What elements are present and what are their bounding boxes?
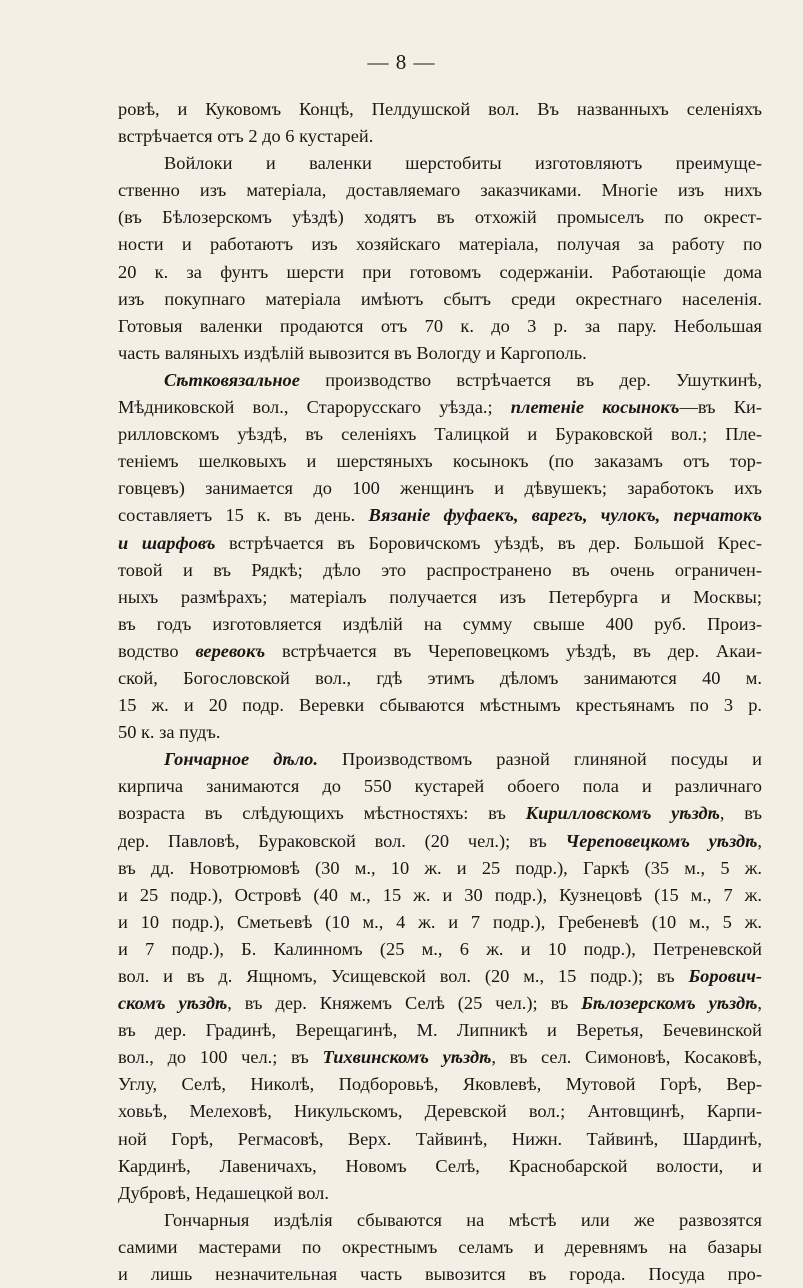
text-line: ровѣ, и Куковомъ Концѣ, Пелдушской вол. Въ названныхъ селеніяхъ (118, 99, 762, 119)
line-segment: водство (118, 640, 196, 661)
emphasis-term: Борович- (688, 966, 762, 986)
text-line: ховьѣ, Мелеховѣ, Никульскомъ, Деревской вол.; Антовщинѣ, Карпи- (118, 1101, 762, 1122)
text-line (118, 367, 762, 394)
line-segment: , (757, 830, 762, 851)
text-line (118, 800, 762, 827)
emphasis-term: Кирилловскомъ уѣздѣ (525, 803, 720, 824)
text-line: ной Горѣ, Регмасовѣ, Верх. Тайвинѣ, Нижн. Тайвинѣ, Шардинѣ, (118, 1128, 762, 1149)
text-line: и 10 подр.), Сметьевѣ (10 м., 4 ж. и 7 подр.), Гребеневѣ (10 м., 5 ж. (118, 911, 762, 932)
text-line: въ дд. Новотрюмовѣ (30 м., 10 ж. и 25 подр.), Гаркѣ (35 м., 5 ж. (118, 857, 762, 878)
emphasis-term: Гончарное дѣло. (164, 749, 318, 770)
text-line: Гончарныя издѣлія сбываются на мѣстѣ или же развозятся (164, 1209, 762, 1230)
text-line (118, 963, 762, 990)
text-line (118, 394, 762, 421)
emphasis-term: Сѣтковязальное (164, 369, 300, 390)
text-line: кирпича занимаются до 550 кустарей обоего пола и различнаго (118, 776, 762, 797)
line-segment: дер. Павловѣ, Бураковской вол. (20 чел.); въ (118, 830, 566, 851)
text-line: Кардинѣ, Лавеничахъ, Новомъ Селѣ, Краснобарской волости, и (118, 1155, 762, 1176)
text-line: говцевъ) занимается до 100 женщинъ и дѣвушекъ; заработокъ ихъ (118, 478, 762, 499)
text-line: часть валяныхъ издѣлій вывозится въ Вологду и Каргополь. (118, 342, 587, 363)
text-line: и 7 подр.), Б. Калинномъ (25 м., 6 ж. и 10 подр.), Петреневской (118, 938, 762, 959)
line-segment: производство встрѣчается въ дер. Ушуткинѣ, (299, 369, 762, 390)
text-line: 20 к. за фунтъ шерсти при готовомъ содержаніи. Работающіе дома (118, 261, 762, 282)
text-line: ности и работаютъ изъ хозяйскаго матеріала, получая за работу по (118, 234, 762, 255)
text-line: встрѣчается отъ 2 до 6 кустарей. (118, 126, 374, 147)
text-line (118, 530, 762, 557)
text-line: теніемъ шелковыхъ и шерстяныхъ косынокъ (по заказамъ отъ тор- (118, 451, 762, 472)
line-segment: возраста въ слѣдующихъ мѣстностяхъ: въ (118, 803, 526, 824)
text-line: рилловскомъ уѣздѣ, въ селеніяхъ Талицкой и Бураковской вол.; Пле- (118, 424, 762, 445)
text-line: Дубровѣ, Недашецкой вол. (118, 1182, 329, 1203)
emphasis-term: веревокъ (195, 640, 266, 661)
emphasis-term: Тихвинскомъ уѣздѣ (322, 1047, 492, 1068)
line-segment: , въ дер. Княжемъ Селѣ (25 чел.); въ (227, 993, 582, 1014)
emphasis-term: Бѣлозерскомъ уѣздѣ (581, 993, 758, 1014)
text-line: ныхъ размѣрахъ; матеріалъ получается изъ Петербурга и Москвы; (118, 586, 762, 607)
page-number: — 8 — (367, 50, 436, 74)
text-line (118, 1044, 762, 1071)
text-line: Войлоки и валенки шерстобиты изготовляютъ преимуще- (164, 153, 762, 174)
text-line: и 25 подр.), Островѣ (40 м., 15 ж. и 30 подр.), Кузнецовѣ (15 м., 7 ж. (118, 884, 762, 905)
text-line: въ дер. Градинѣ, Верещагинѣ, М. Липникѣ и Веретья, Бечевинской (118, 1020, 762, 1041)
line-segment: —въ Ки- (679, 397, 762, 418)
line-segment: , въ (719, 803, 762, 824)
text-line: въ годъ изготовляется издѣлій на сумму свыше 400 руб. Произ- (118, 613, 762, 634)
line-segment: вол. и въ д. Ящномъ, Усищевской вол. (20 м., 15 подр.); въ (118, 966, 689, 986)
text-line: Углу, Селѣ, Николѣ, Подборовьѣ, Яковлевѣ, Мутовой Горѣ, Вер- (118, 1074, 762, 1095)
text-line: (въ Бѣлозерскомъ уѣздѣ) ходятъ въ отхожій промыселъ по окрест- (118, 207, 762, 228)
text-line: изъ покупнаго матеріала имѣютъ сбытъ среди окрестнаго населенія. (118, 288, 762, 309)
text-line (118, 746, 762, 773)
line-segment: Производствомъ разной глиняной посуды и (317, 749, 762, 770)
text-line (118, 502, 762, 529)
line-segment: составляетъ 15 к. въ день. (118, 505, 369, 526)
line-segment: , въ сел. Симоновѣ, Косаковѣ, (491, 1047, 762, 1068)
line-segment: встрѣчается въ Череповецкомъ уѣздѣ, въ дер. Акаи- (265, 640, 762, 661)
line-segment: , (757, 993, 762, 1014)
text-line: Готовыя валенки продаются отъ 70 к. до 3 р. за пару. Небольшая (118, 315, 762, 336)
text-line (118, 828, 762, 855)
text-line: товой и въ Рядкѣ; дѣло это распространено въ очень ограничен- (118, 559, 762, 580)
line-segment: Мѣдниковской вол., Старорусскаго уѣзда.; (118, 397, 511, 418)
text-line (118, 638, 762, 665)
emphasis-term: скомъ уѣздѣ (118, 993, 228, 1014)
text-line (118, 990, 762, 1017)
emphasis-term: Череповецкомъ уѣздѣ (565, 830, 758, 851)
emphasis-term: Вязаніе фуфаекъ, варегъ, чулокъ, перчатокъ (368, 505, 762, 526)
text-line: ской, Богословской вол., гдѣ этимъ дѣломъ занимаются 40 м. (118, 667, 762, 688)
text-line: 15 ж. и 20 подр. Веревки сбываются мѣстнымъ крестьянамъ по 3 р. (118, 695, 762, 716)
text-line: ственно изъ матеріала, доставляемаго заказчиками. Многіе изъ нихъ (118, 180, 762, 201)
text-line: и лишь незначительная часть вывозится въ города. Посуда про- (118, 1264, 762, 1285)
line-segment: вол., до 100 чел.; въ (118, 1047, 323, 1068)
emphasis-term: плетеніе косынокъ (510, 397, 680, 418)
emphasis-term: и шарфовъ (118, 532, 216, 553)
text-line: самими мастерами по окрестнымъ селамъ и деревнямъ на базары (118, 1236, 762, 1257)
body-text (118, 96, 762, 1288)
line-segment: встрѣчается въ Боровичскомъ уѣздѣ, въ дер. Большой Крес- (215, 532, 762, 553)
text-line: 50 к. за пудъ. (118, 722, 221, 743)
